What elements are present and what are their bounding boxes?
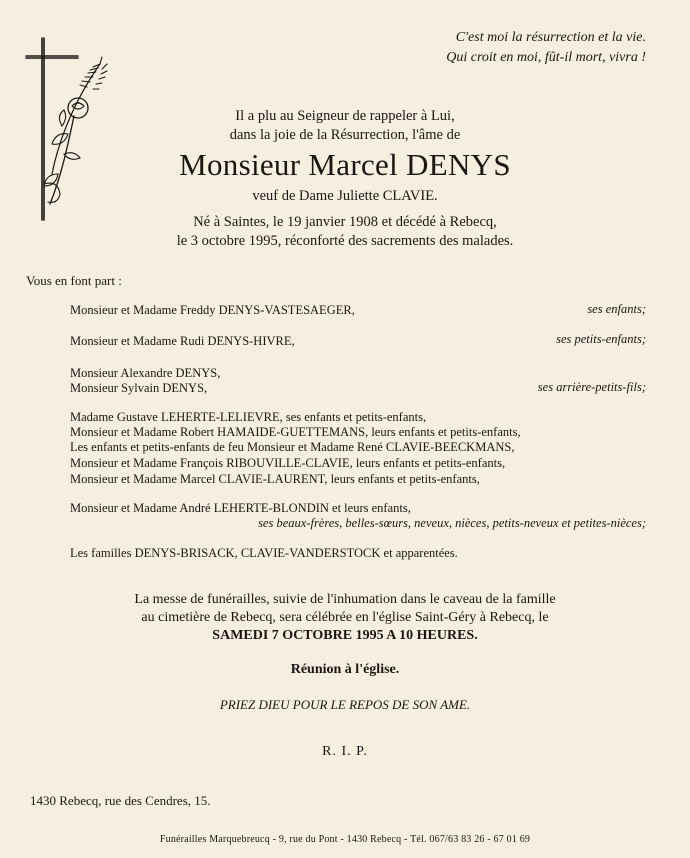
grandchildren-names: Monsieur et Madame Rudi DENYS-HIVRE,: [70, 334, 295, 348]
deceased-name: Monsieur Marcel DENYS: [179, 147, 511, 182]
meeting-line: Réunion à l'église.: [290, 662, 400, 677]
great-grandchild-2: Monsieur Sylvain DENYS,: [70, 381, 208, 395]
in-law-last-line: Monsieur et Madame André LEHERTE-BLONDIN et leurs enfants,: [70, 501, 411, 515]
funeral-line-1: La messe de funérailles, suivie de l'inhumation dans le caveau de la famille: [134, 592, 556, 607]
address: 1430 Rebecq, rue des Cendres, 15.: [30, 793, 211, 808]
children-names: Monsieur et Madame Freddy DENYS-VASTESAEGER,: [70, 303, 355, 317]
in-laws-relation: ses beaux-frères, belles-sœurs, neveux, nièces, petits-neveux et petites-nièces;: [258, 516, 646, 530]
died-line: le 3 octobre 1995, réconforté des sacrements des malades.: [176, 233, 514, 249]
in-law-line: Madame Gustave LEHERTE-LELIEVRE, ses enfants et petits-enfants,: [70, 410, 427, 424]
great-grandchild-1: Monsieur Alexandre DENYS,: [70, 366, 221, 380]
announcement-line-2: dans la joie de la Résurrection, l'âme de: [229, 127, 461, 143]
funeral-line-2: au cimetière de Rebecq, sera célébrée en l'église Saint-Géry à Rebecq, le: [141, 610, 549, 625]
in-law-line: Les enfants et petits-enfants de feu Monsieur et Madame René CLAVIE-BEECKMANS,: [70, 440, 515, 454]
grandchildren-relation: ses petits-enfants;: [556, 332, 646, 346]
motto-line-1: C'est moi la résurrection et la vie.: [455, 30, 646, 45]
great-grandchildren-relation: ses arrière-petits-fils;: [537, 380, 646, 394]
rip-line: R. I. P.: [322, 744, 368, 759]
notice-intro: Vous en font part :: [26, 273, 122, 288]
widower-line: veuf de Dame Juliette CLAVIE.: [252, 188, 438, 204]
funeral-date: SAMEDI 7 OCTOBRE 1995 A 10 HEURES.: [212, 628, 478, 643]
in-law-line: Monsieur et Madame François RIBOUVILLE-CLAVIE, leurs enfants et petits-enfants,: [70, 456, 506, 470]
funeral-home-footer: Funérailles Marquebreucq - 9, rue du Pont - 1430 Rebecq - Tél. 067/63 83 26 - 67 01 69: [159, 834, 531, 845]
born-line: Né à Saintes, le 19 janvier 1908 et décédé à Rebecq,: [193, 214, 497, 230]
prayer-line: PRIEZ DIEU POUR LE REPOS DE SON AME.: [219, 697, 471, 712]
in-law-line: Monsieur et Madame Robert HAMAIDE-GUETTEMANS, leurs enfants et petits-enfants,: [70, 425, 521, 439]
children-relation: ses enfants;: [587, 302, 646, 316]
in-law-line: Monsieur et Madame Marcel CLAVIE-LAURENT, leurs enfants et petits-enfants,: [70, 472, 480, 486]
motto-line-2: Qui croit en moi, fût-il mort, vivra !: [446, 50, 646, 65]
families-line: Les familles DENYS-BRISACK, CLAVIE-VANDERSTOCK et apparentées.: [70, 546, 458, 560]
announcement-line-1: Il a plu au Seigneur de rappeler à Lui,: [235, 108, 455, 124]
